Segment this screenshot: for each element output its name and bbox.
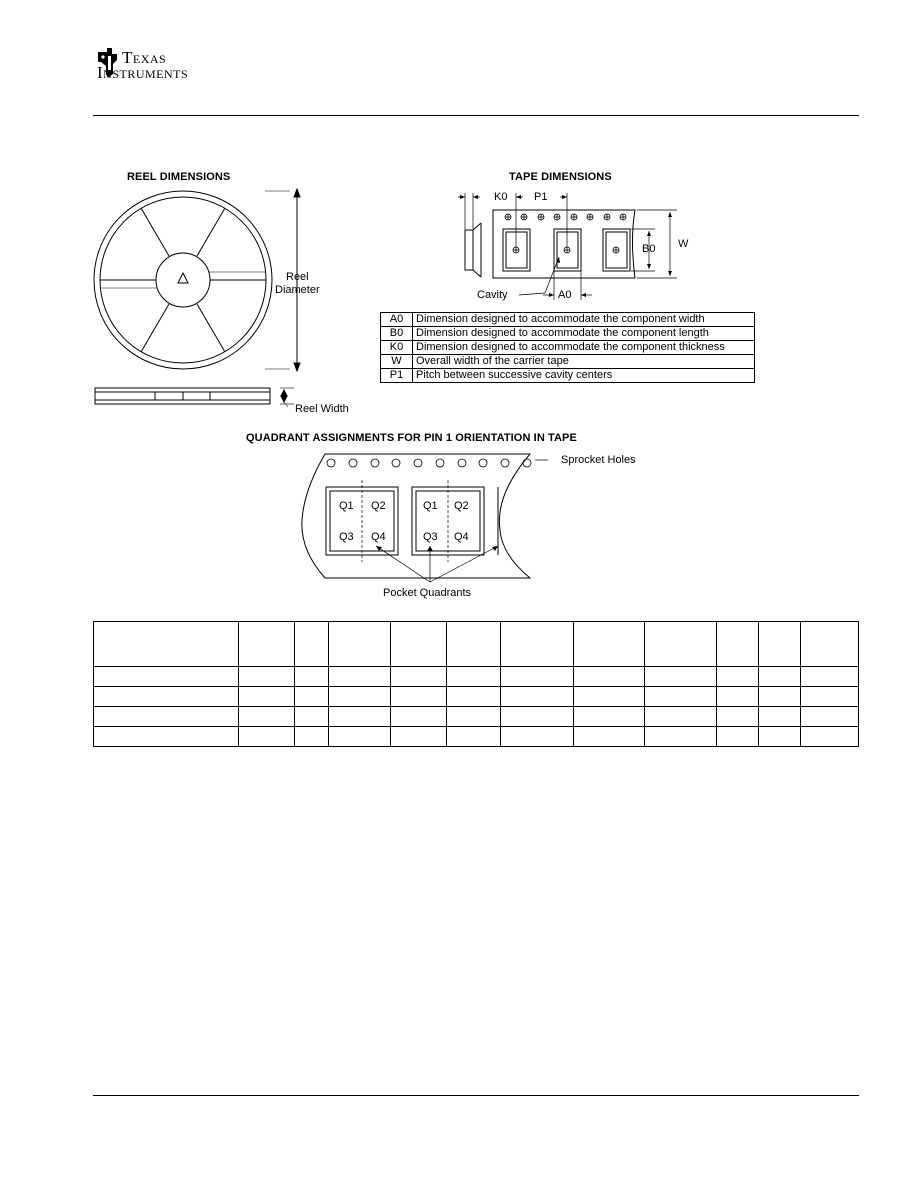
pocket1-q4: Q4 bbox=[371, 531, 386, 543]
reel-dimensions-heading: REEL DIMENSIONS bbox=[127, 171, 231, 183]
table-cell bbox=[447, 727, 501, 747]
tape-b0-label: B0 bbox=[642, 243, 656, 255]
table-cell bbox=[717, 707, 759, 727]
sprocket-holes-label: Sprocket Holes bbox=[561, 454, 636, 466]
table-cell bbox=[391, 667, 447, 687]
table-row bbox=[94, 687, 859, 707]
table-cell bbox=[759, 707, 801, 727]
table-cell bbox=[329, 727, 391, 747]
table-cell bbox=[94, 622, 239, 667]
table-cell bbox=[574, 707, 645, 727]
table-row bbox=[94, 727, 859, 747]
legend-description: Dimension designed to accommodate the component width bbox=[413, 313, 755, 327]
tape-cavity-label: Cavity bbox=[477, 289, 508, 301]
table-cell bbox=[295, 687, 329, 707]
table-cell bbox=[391, 687, 447, 707]
reel-center-triangle bbox=[178, 273, 188, 283]
pocket1-q3: Q3 bbox=[339, 531, 354, 543]
table-cell bbox=[239, 727, 295, 747]
table-cell bbox=[447, 707, 501, 727]
table-cell bbox=[329, 707, 391, 727]
table-cell bbox=[501, 622, 574, 667]
table-cell bbox=[501, 667, 574, 687]
reel-diagram bbox=[90, 185, 290, 415]
table-cell bbox=[574, 727, 645, 747]
footer-rule bbox=[93, 1095, 859, 1096]
table-cell bbox=[447, 667, 501, 687]
table-cell bbox=[574, 622, 645, 667]
table-cell bbox=[801, 622, 859, 667]
table-cell bbox=[574, 687, 645, 707]
legend-code: P1 bbox=[381, 369, 413, 383]
table-cell bbox=[239, 707, 295, 727]
logo-texas: Texas bbox=[122, 48, 167, 67]
table-cell bbox=[717, 622, 759, 667]
table-cell bbox=[94, 727, 239, 747]
table-cell bbox=[501, 687, 574, 707]
pocket1-q1: Q1 bbox=[339, 500, 354, 512]
legend-description: Overall width of the carrier tape bbox=[413, 355, 755, 369]
table-cell bbox=[717, 727, 759, 747]
legend-row bbox=[381, 313, 755, 327]
quadrant-diagram bbox=[290, 450, 550, 585]
tape-w-label: W bbox=[678, 238, 689, 250]
table-cell bbox=[501, 727, 574, 747]
reel-width-label: Reel Width bbox=[295, 403, 349, 415]
table-cell bbox=[759, 687, 801, 707]
table-cell bbox=[759, 727, 801, 747]
table-cell bbox=[759, 622, 801, 667]
table-cell bbox=[239, 687, 295, 707]
table-cell bbox=[295, 667, 329, 687]
table-cell bbox=[94, 707, 239, 727]
quadrant-heading: QUADRANT ASSIGNMENTS FOR PIN 1 ORIENTATION IN TAPE bbox=[246, 432, 577, 444]
table-cell bbox=[329, 687, 391, 707]
legend-row bbox=[381, 327, 755, 341]
table-cell bbox=[801, 667, 859, 687]
table-row bbox=[94, 622, 859, 667]
reel-hub bbox=[156, 253, 210, 307]
table-cell bbox=[574, 667, 645, 687]
pocket-quadrants-label: Pocket Quadrants bbox=[383, 587, 472, 599]
table-cell bbox=[239, 667, 295, 687]
table-cell bbox=[94, 667, 239, 687]
table-cell bbox=[447, 622, 501, 667]
table-cell bbox=[501, 707, 574, 727]
legend-code: K0 bbox=[381, 341, 413, 355]
legend-code: W bbox=[381, 355, 413, 369]
table-cell bbox=[391, 727, 447, 747]
reel-diameter-label-line2: Diameter bbox=[275, 284, 320, 296]
ti-logo bbox=[95, 46, 220, 82]
table-cell bbox=[645, 727, 717, 747]
pocket2-q4: Q4 bbox=[454, 531, 469, 543]
tape-k0-label: K0 bbox=[494, 191, 508, 203]
legend-code: B0 bbox=[381, 327, 413, 341]
table-cell bbox=[295, 727, 329, 747]
pocket2-q1: Q1 bbox=[423, 500, 438, 512]
table-cell bbox=[645, 707, 717, 727]
reel-diameter-dimension bbox=[280, 185, 310, 425]
legend-description: Dimension designed to accommodate the component length bbox=[413, 327, 755, 341]
pocket1-q2: Q2 bbox=[371, 500, 386, 512]
pocket2-q3: Q3 bbox=[423, 531, 438, 543]
legend-description: Dimension designed to accommodate the component thickness bbox=[413, 341, 755, 355]
table-cell bbox=[801, 727, 859, 747]
table-cell bbox=[329, 667, 391, 687]
table-cell bbox=[801, 707, 859, 727]
table-cell bbox=[94, 687, 239, 707]
legend-code: A0 bbox=[381, 313, 413, 327]
header-rule bbox=[93, 115, 859, 116]
tape-a0-label: A0 bbox=[558, 289, 572, 301]
tape-reel-info-table bbox=[93, 621, 859, 747]
sprocket-holes bbox=[327, 459, 531, 467]
table-cell bbox=[759, 667, 801, 687]
legend-description: Pitch between successive cavity centers bbox=[413, 369, 755, 383]
tape-dimensions-heading: TAPE DIMENSIONS bbox=[509, 171, 612, 183]
table-cell bbox=[391, 622, 447, 667]
logo-instruments: Instruments bbox=[97, 63, 189, 82]
table-cell bbox=[329, 622, 391, 667]
tape-legend-table bbox=[380, 312, 755, 383]
legend-row bbox=[381, 369, 755, 383]
table-cell bbox=[391, 707, 447, 727]
legend-row bbox=[381, 341, 755, 355]
table-cell bbox=[717, 667, 759, 687]
table-cell bbox=[717, 687, 759, 707]
table-cell bbox=[295, 707, 329, 727]
pocket2-q2: Q2 bbox=[454, 500, 469, 512]
table-cell bbox=[295, 622, 329, 667]
table-row bbox=[94, 667, 859, 687]
table-cell bbox=[447, 687, 501, 707]
reel-diameter-label-line1: Reel bbox=[286, 271, 309, 283]
table-cell bbox=[645, 622, 717, 667]
table-cell bbox=[645, 687, 717, 707]
table-row bbox=[94, 707, 859, 727]
table-cell bbox=[645, 667, 717, 687]
tape-p1-label: P1 bbox=[534, 191, 548, 203]
table-cell bbox=[801, 687, 859, 707]
legend-row bbox=[381, 355, 755, 369]
table-cell bbox=[239, 622, 295, 667]
